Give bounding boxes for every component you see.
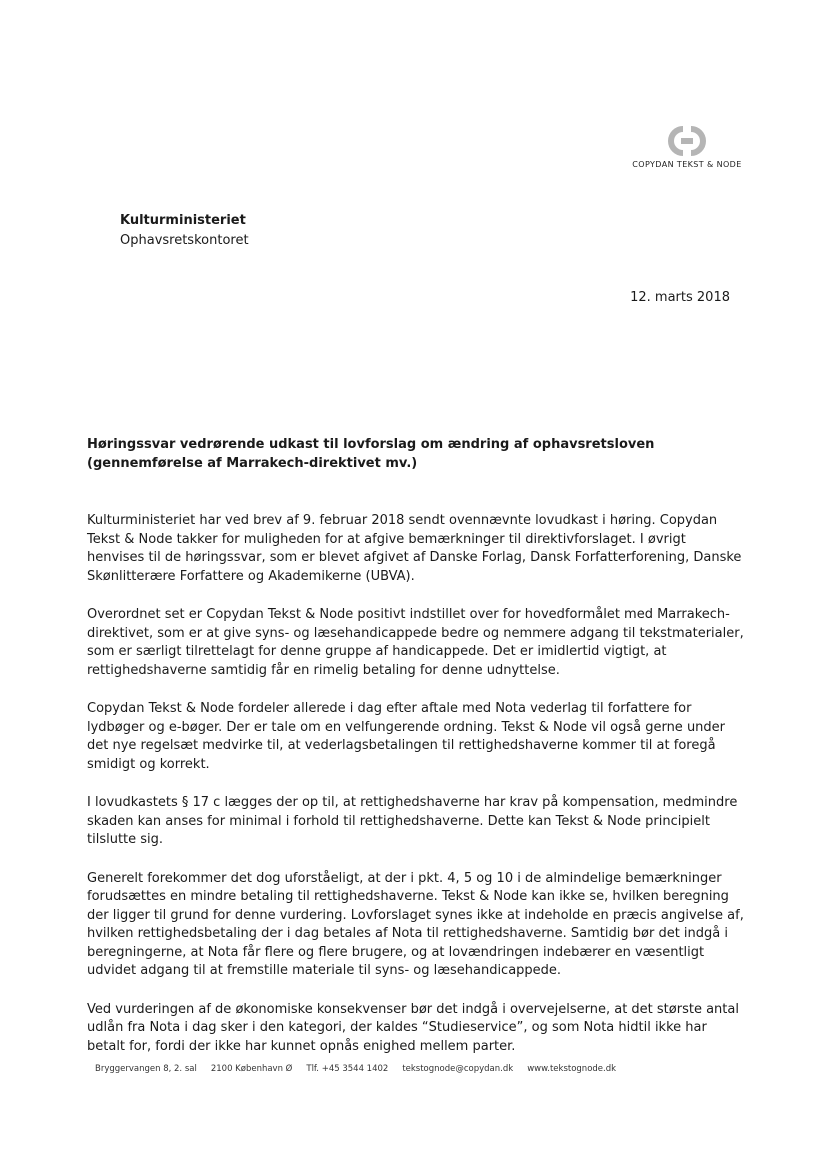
copydan-logo-icon bbox=[663, 124, 711, 158]
recipient-block bbox=[120, 211, 249, 251]
recipient-org: Kulturministeriet bbox=[120, 213, 246, 228]
logo-text: COPYDAN TEKST & NODE bbox=[632, 160, 742, 169]
recipient-dept: Ophavsretskontoret bbox=[120, 233, 249, 248]
letter-date: 12. marts 2018 bbox=[630, 290, 730, 305]
footer-web[interactable]: www.tekstognode.dk bbox=[527, 1064, 617, 1074]
paragraph-2: Overordnet set er Copydan Tekst & Node positivt indstillet over for hovedformålet med Marrakech-direktivet, som er at give syns- og læsehandicappede bedre og nemmere adgang til tekstmaterialer, som er særligt tilrettelagt for denne gruppe af handicappede. Det er imidlertid vigtigt, at rettighedshaverne samtidig får en rimelig betaling for denne udnyttelse. bbox=[87, 607, 744, 678]
subject-line-1: Høringssvar vedrørende udkast til lovforslag om ændring af ophavsretsloven bbox=[87, 437, 655, 452]
letter-body bbox=[87, 512, 747, 1076]
footer-email[interactable]: tekstognode@copydan.dk bbox=[402, 1064, 514, 1074]
paragraph-4: I lovudkastets § 17 c lægges der op til, at rettighedshaverne har krav på kompensation, medmindre skaden kan anses for minimal i forhold til rettighedshaverne. Dette kan Tekst & Node principielt tilslutte sig. bbox=[87, 795, 738, 847]
paragraph-5: Generelt forekommer det dog uforståeligt, at der i pkt. 4, 5 og 10 i de almindelige bemærkninger forudsættes en mindre betaling til rettighedshaverne. Tekst & Node kan ikke se, hvilken beregning der ligger til grund for denne vurdering. Lovforslaget synes ikke at indeholde en præcis angivelse af, hvilken rettighedsbetaling der i dag betales af Nota til rettighedshaverne. Samtidig bør det indgå i beregningerne, at Nota får flere og flere brugere, og at lovændringen indebærer en væsentligt udvidet adgang til at fremstille materiale til syns- og læsehandicappede. bbox=[87, 870, 744, 978]
paragraph-3: Copydan Tekst & Node fordeler allerede i dag efter aftale med Nota vederlag til forfattere for lydbøger og e-bøger. Der er tale om en velfungerende ordning. Tekst & Node vil også gerne under det nye regelsæt medvirke til, at vederlagsbetalingen til rettighedshaverne kommer til at foregå smidigt og korrekt. bbox=[87, 701, 726, 772]
copydan-logo bbox=[622, 124, 752, 169]
footer-address: Bryggervangen 8, 2. sal bbox=[95, 1064, 197, 1074]
footer-city: 2100 København Ø bbox=[210, 1064, 293, 1074]
footer-phone: Tlf. +45 3544 1402 bbox=[306, 1064, 389, 1074]
subject-heading bbox=[87, 435, 747, 473]
subject-line-2: (gennemførelse af Marrakech-direktivet mv.) bbox=[87, 456, 418, 471]
footer bbox=[95, 1064, 735, 1074]
paragraph-1: Kulturministeriet har ved brev af 9. februar 2018 sendt ovennævnte lovudkast i høring. Copydan Tekst & Node takker for muligheden for at afgive bemærkninger til direktivforslaget. I øvrigt henvises til de høringssvar, som er blevet afgivet af Danske Forlag, Dansk Forfatterforening, Danske Skønlitterære Forfattere og Akademikerne (UBVA). bbox=[87, 513, 742, 584]
paragraph-6: Ved vurderingen af de økonomiske konsekvenser bør det indgå i overvejelserne, at det største antal udlån fra Nota i dag sker i den kategori, der kaldes “Studieservice”, og som Nota hidtil ikke har betalt for, fordi der ikke har kunnet opnås enighed mellem parter. bbox=[87, 1001, 739, 1054]
